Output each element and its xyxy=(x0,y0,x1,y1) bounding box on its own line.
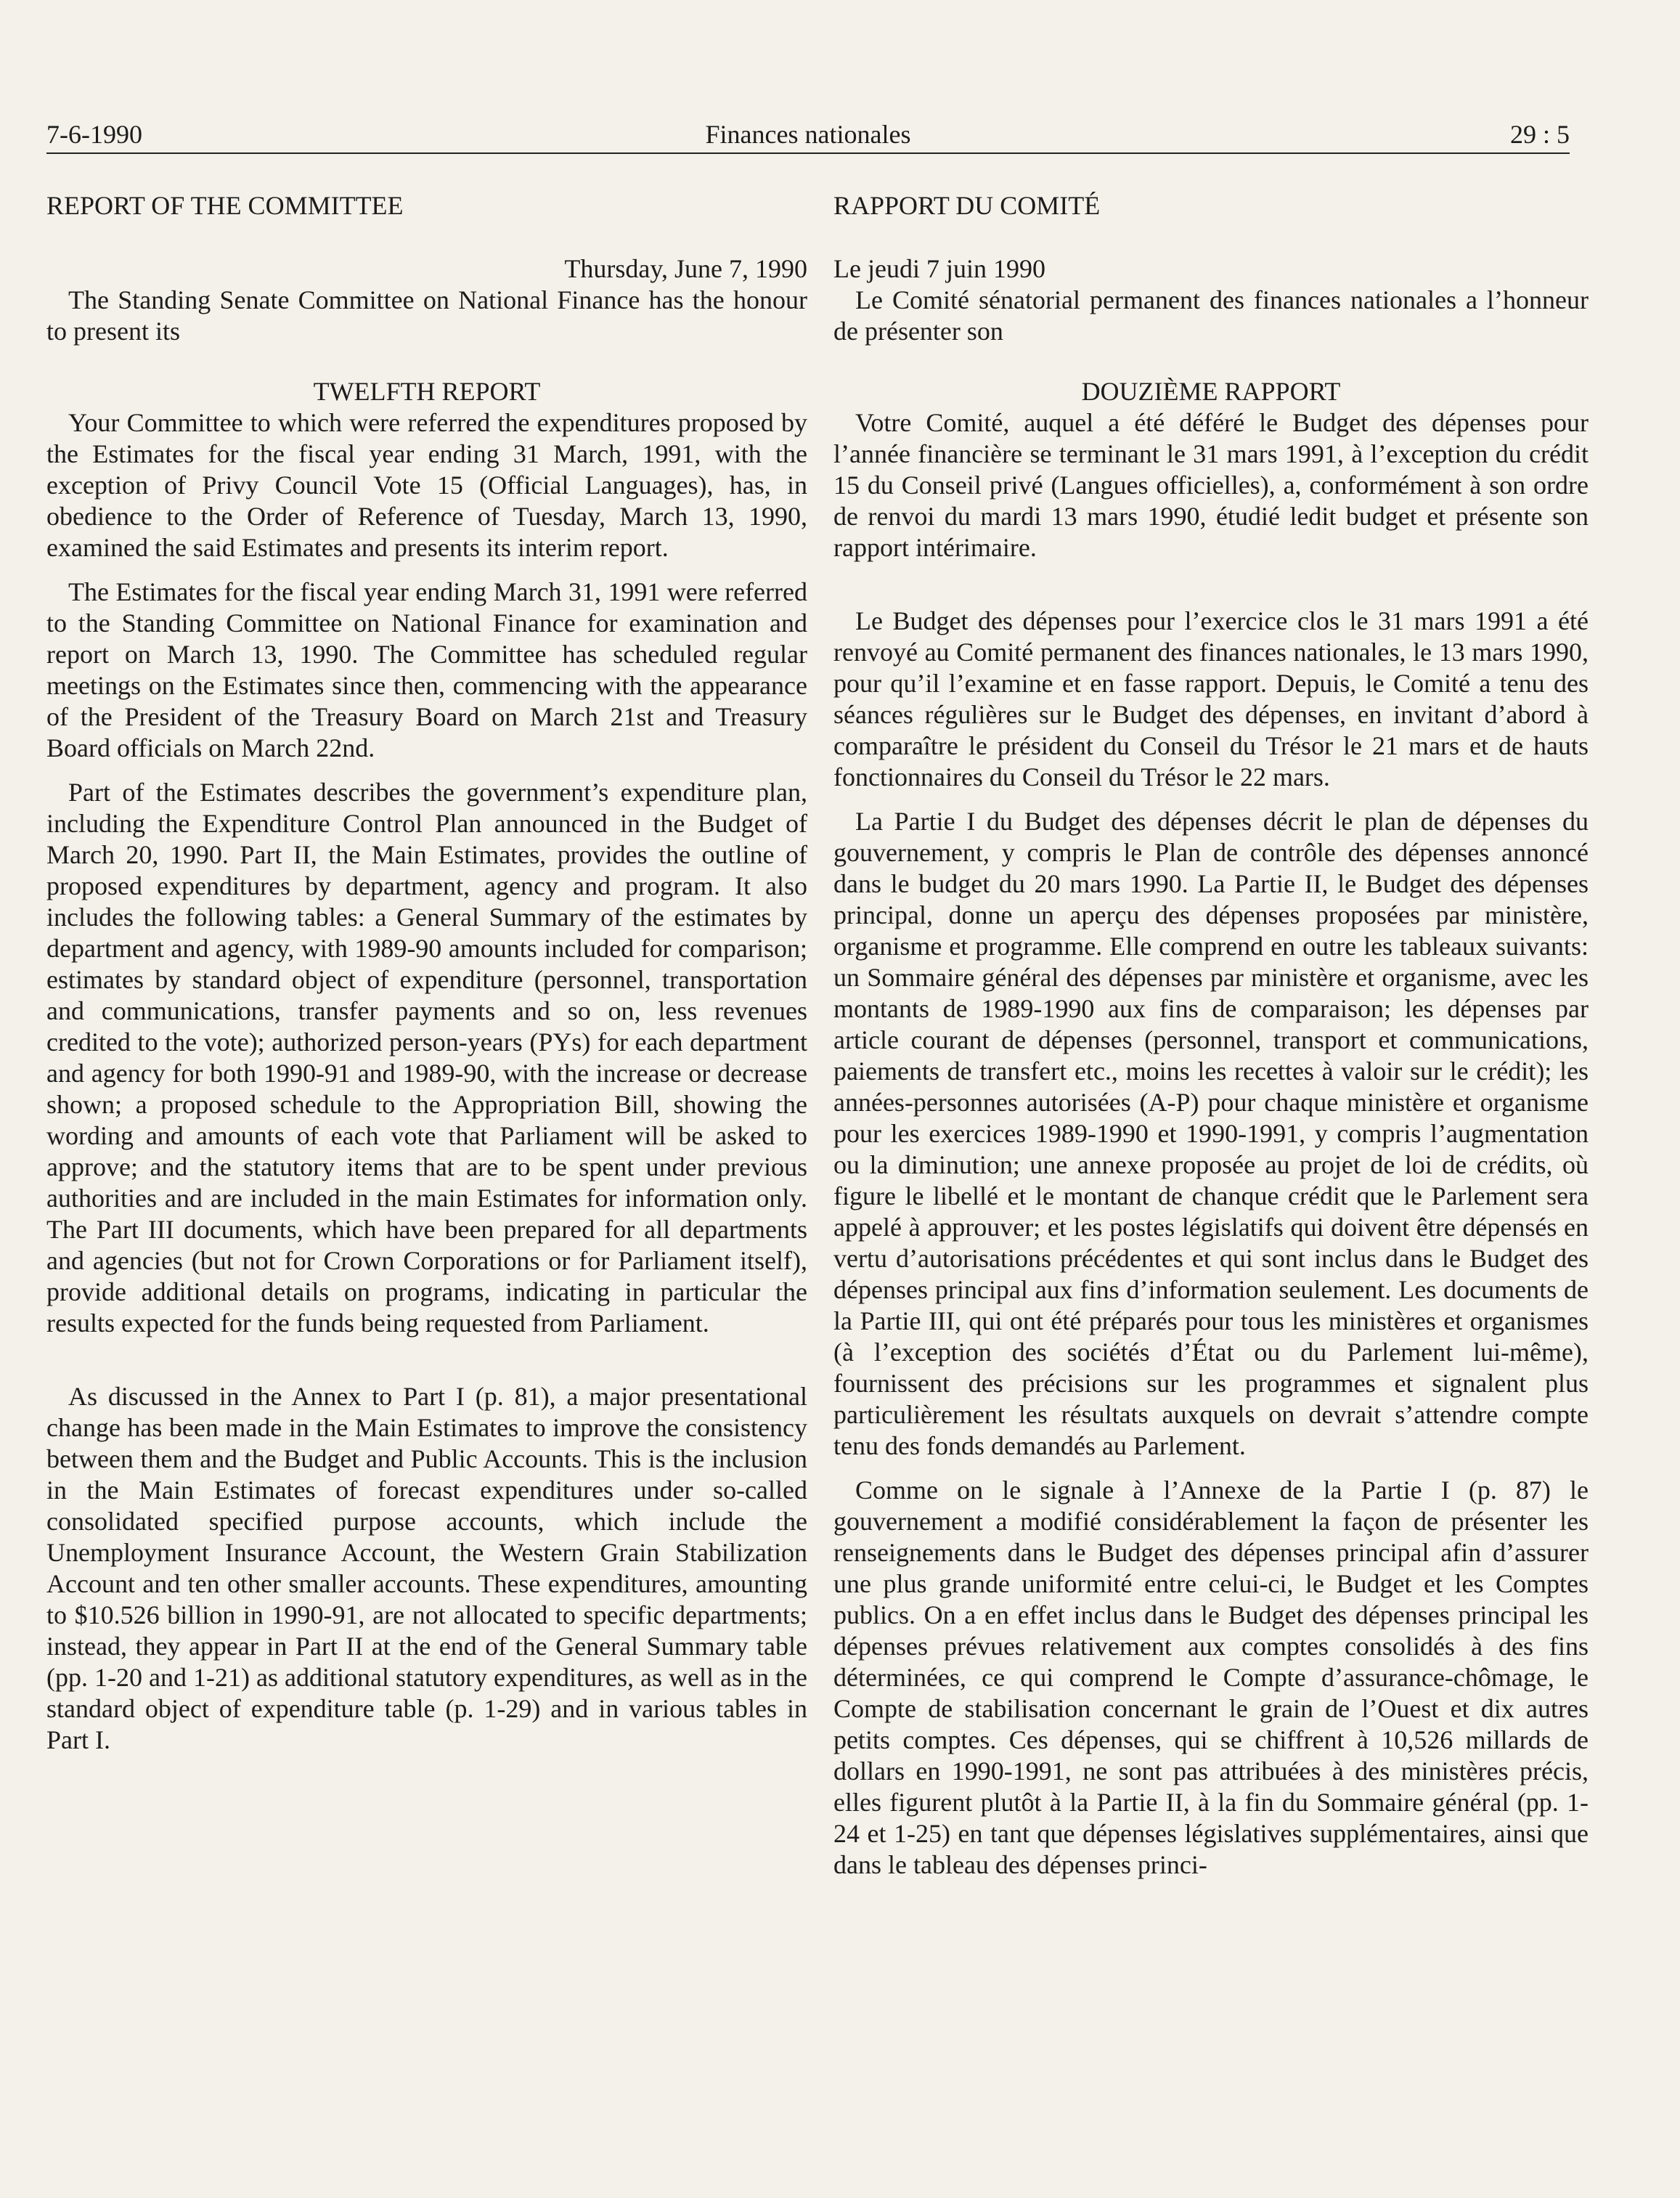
header-page-number: 29 : 5 xyxy=(1509,120,1570,149)
header-title: Finances nationales xyxy=(705,120,911,149)
french-paragraph-3: La Partie I du Budget des dépenses décrit le plan de dépenses du gouvernement, y compris le Plan de contrôle des dépenses annoncé dans le budget du 20 mars 1990. La Partie II, le Budget des dépenses principal, donne un aperçu des dépenses proposées par ministère, organisme et programme. Elle comprend en outre les tableaux suivants: un Sommaire général des dépenses par ministère et organisme, avec les montants de 1989-1990 aux fins de comparaison; les dépenses par article courant de dépenses (personnel, transport et communications, paiements de transfert etc., moins les recettes à valoir sur le crédit); les années-personnes autorisées (A-P) pour chaque ministère et organisme pour les exercices 1989-1990 et 1990-1991, y compris l’augmentation ou la diminution; une annexe proposée au projet de loi de crédits, où figure le libellé et le montant de chanque crédit que le Parlement sera appelé à approuver; et les postes législatifs qui doivent être dépensés en vertu d’autorisations précédentes et qui sont inclus dans le Budget des dépenses principal aux fins d’information seulement. Les documents de la Partie III, qui ont été préparés pour tous les ministères et organismes (à l’exception des sociétés d’État ou du Parlement lui-même), fournissent des précisions sur les programmes et signalent plus particulièrement les résultats auxquels on devrait s’attendre compte tenu des fonds demandés au Parlement. xyxy=(833,807,1589,1460)
english-heading: REPORT OF THE COMMITTEE xyxy=(46,191,404,220)
header-rule xyxy=(46,152,1570,154)
english-report-title: TWELFTH REPORT xyxy=(313,377,541,406)
french-date: Le jeudi 7 juin 1990 xyxy=(833,254,1045,283)
french-paragraph-2: Le Budget des dépenses pour l’exercice clos le 31 mars 1991 a été renvoyé au Comité permanent des finances nationales, le 13 mars 1990, pour qu’il l’examine et en fasse rapport. Depuis, le Comité a tenu des séances régulières sur le Budget des dépenses, en invitant d’abord à comparaître le président du Conseil du Trésor le 21 mars et de hauts fonctionnaires du Conseil du Trésor le 22 mars. xyxy=(833,606,1589,791)
french-heading: RAPPORT DU COMITÉ xyxy=(833,191,1101,220)
header-date: 7-6-1990 xyxy=(46,120,142,149)
french-paragraph-4: Comme on le signale à l’Annexe de la Partie I (p. 87) le gouvernement a modifié considérablement la façon de présenter les renseignements dans le Budget des dépenses principal afin d’assurer une plus grande uniformité entre celui-ci, le Budget et les Comptes publics. On a en effet inclus dans le Budget des dépenses principal les dépenses prévues relativement aux comptes consolidés à des fins déterminées, ce qui comprend le Compte d’assurance-chômage, le Compte de stabilisation concernant le grain de l’Ouest et dix autres petits comptes. Ces dépenses, qui se chiffrent à 10,526 millards de dollars en 1990-1991, ne sont pas attribuées à des ministères précis, elles figurent plutôt à la Partie II, à la fin du Sommaire général (pp. 1-24 et 1-25) en tant que dépenses législatives supplémentaires, ainsi que dans le tableau des dépenses princi- xyxy=(833,1475,1589,1879)
english-paragraph-4: As discussed in the Annex to Part I (p. 81), a major presentational change has been made in the Main Estimates to improve the consistency between them and the Budget and Public Accounts. This is the inclusion in the Main Estimates of forecast expenditures under so-called consolidated specified purpose accounts, which include the Unemployment Insurance Account, the Western Grain Stabilization Account and ten other smaller accounts. These expenditures, amounting to $10.526 billion in 1990-91, are not allocated to specific departments; instead, they appear in Part II at the end of the General Summary table (pp. 1-20 and 1-21) as additional statutory expenditures, as well as in the standard object of expenditure table (p. 1-29) and in various tables in Part I. xyxy=(46,1382,807,1754)
french-column xyxy=(833,190,1589,1881)
english-column xyxy=(46,190,807,1756)
french-paragraph-1: Votre Comité, auquel a été déféré le Budget des dépenses pour l’année financière se terminant le 31 mars 1991, à l’exception du crédit 15 du Conseil privé (Langues officielles), a, conformément à son ordre de renvoi du mardi 13 mars 1990, étudié ledit budget et présente son rapport intérimaire. xyxy=(833,408,1589,562)
english-paragraph-1: Your Committee to which were referred the expenditures proposed by the Estimates for the fiscal year ending 31 March, 1991, with the exception of Privy Council Vote 15 (Official Languages), has, in obedience to the Order of Reference of Tuesday, March 13, 1990, examined the said Estimates and presents its interim report. xyxy=(46,408,807,562)
english-paragraph-2: The Estimates for the fiscal year ending March 31, 1991 were referred to the Standing Committee on National Finance for examination and report on March 13, 1990. The Committee has scheduled regular meetings on the Estimates since then, commencing with the appearance of the President of the Treasury Board on March 21st and Treasury Board officials on March 22nd. xyxy=(46,577,807,762)
english-intro: The Standing Senate Committee on National Finance has the honour to present its xyxy=(46,285,807,346)
english-date: Thursday, June 7, 1990 xyxy=(564,254,807,283)
french-report-title: DOUZIÈME RAPPORT xyxy=(1081,377,1341,406)
french-intro: Le Comité sénatorial permanent des finances nationales a l’honneur de présenter son xyxy=(833,285,1589,346)
english-paragraph-3: Part of the Estimates describes the government’s expenditure plan, including the Expenditure Control Plan announced in the Budget of March 20, 1990. Part II, the Main Estimates, provides the outline of proposed expenditures by department, agency and program. It also includes the following tables: a General Summary of the estimates by department and agency, with 1989-90 amounts included for comparison; estimates by standard object of expenditure (personnel, transportation and communications, transfer payments and so on, less revenues credited to the vote); authorized person-years (PYs) for each department and agency for both 1990-91 and 1989-90, with the increase or decrease shown; a proposed schedule to the Appropriation Bill, showing the wording and amounts of each vote that Parliament will be asked to approve; and the statutory items that are to be spent under previous authorities and are included in the main Estimates for information only. The Part III documents, which have been prepared for all departments and agencies (but not for Crown Corporations or for Parliament itself), provide additional details on programs, indicating in particular the results expected for the funds being requested from Parliament. xyxy=(46,778,807,1338)
page-header xyxy=(46,109,1570,152)
